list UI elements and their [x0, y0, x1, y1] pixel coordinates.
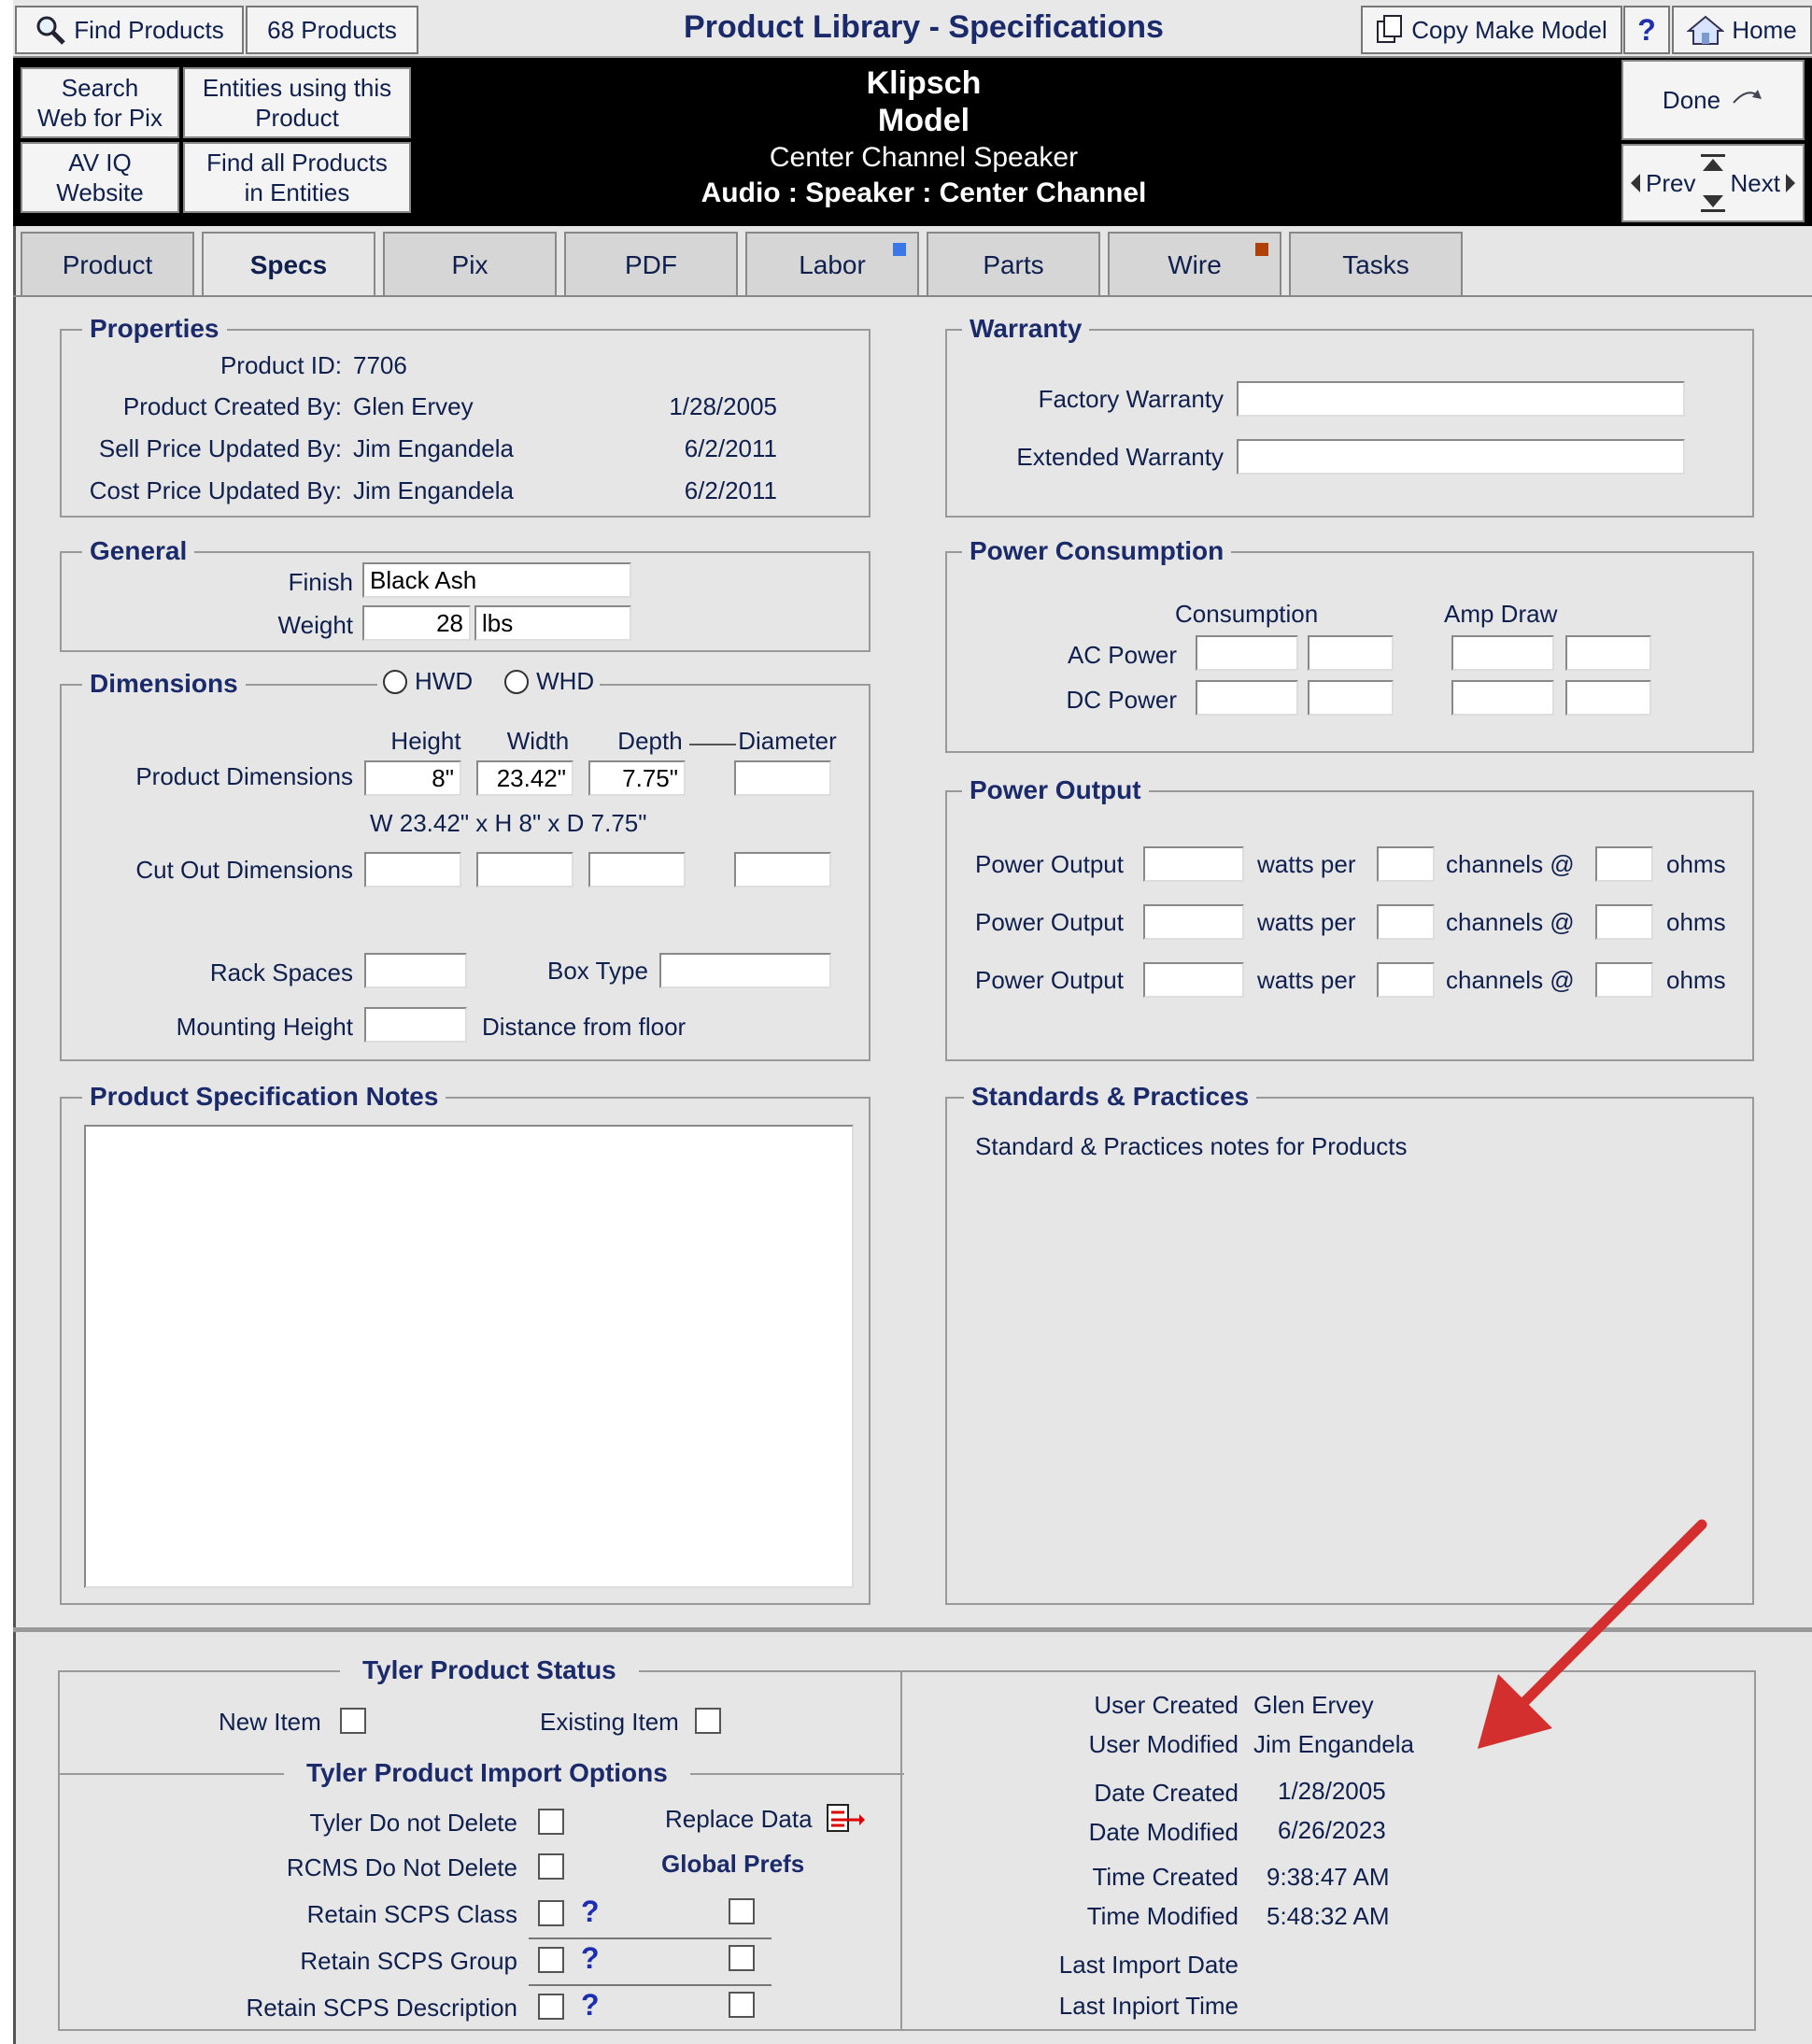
category-path: Audio : Speaker : Center Channel	[701, 177, 1147, 208]
output-watts-input-1[interactable]	[1143, 846, 1244, 882]
date-created-label: Date Created	[1094, 1779, 1239, 1807]
entities-using-product-button[interactable]	[183, 67, 411, 138]
user-created-label: User Created	[1094, 1691, 1239, 1719]
cutout-depth-input[interactable]	[588, 852, 686, 887]
hwd-label: HWD	[415, 667, 474, 695]
user-created-value: Glen Ervey	[1253, 1691, 1374, 1719]
magnifier-icon	[35, 14, 66, 46]
search-web-line1: Search	[61, 74, 139, 102]
sell-updated-value: Jim Engandela	[353, 434, 514, 462]
right-triangle-icon	[1784, 172, 1797, 194]
channels-at-label-1: channels @	[1446, 850, 1575, 878]
cutout-width-input[interactable]	[476, 852, 573, 887]
tyler-status-legend: Tyler Product Status	[340, 1655, 639, 1685]
notes-textarea[interactable]	[84, 1125, 854, 1588]
box-type-input[interactable]	[659, 953, 831, 988]
date-created-value: 1/28/2005	[1278, 1777, 1386, 1805]
product-category: Center Channel Speaker	[769, 142, 1079, 173]
findall-line1: Find all Products	[206, 149, 388, 177]
new-item-label: New Item	[219, 1708, 321, 1736]
mounting-height-label: Mounting Height	[176, 1013, 353, 1041]
product-id-value: 7706	[353, 351, 407, 379]
warranty-panel	[945, 314, 1754, 518]
tab-wire[interactable]	[1108, 232, 1281, 295]
retain-class-help[interactable]: ?	[581, 1895, 600, 1928]
ac-power-label: AC Power	[1067, 641, 1177, 669]
height-input[interactable]: 8"	[364, 760, 461, 796]
class-row-line	[529, 1938, 772, 1939]
ac-consumption-input[interactable]	[1196, 635, 1298, 671]
consumption-header: Consumption	[1175, 600, 1319, 628]
group-row-line	[529, 1984, 772, 1986]
prev-label: Prev	[1646, 169, 1696, 197]
help-button[interactable]: ?	[1623, 6, 1670, 54]
notes-panel	[60, 1082, 871, 1605]
product-count: 68 Products	[246, 6, 418, 54]
diameter-header: Diameter	[738, 727, 837, 755]
notes-legend: Product Specification Notes	[82, 1082, 446, 1112]
warranty-legend: Warranty	[962, 314, 1089, 344]
output-ohms-input-2[interactable]	[1595, 904, 1653, 940]
depth-diameter-dash	[689, 744, 736, 745]
tyler-do-not-delete-label: Tyler Do not Delete	[309, 1809, 517, 1837]
time-created-label: Time Created	[1092, 1863, 1239, 1891]
product-header	[13, 58, 1812, 226]
tyler-status-panel	[58, 1655, 902, 2031]
ac-consumption-unit-input[interactable]	[1308, 635, 1394, 671]
mounting-height-input[interactable]	[364, 1007, 467, 1043]
weight-unit-input[interactable]: lbs	[474, 605, 631, 641]
last-import-time-label: Last Inpiort Time	[1058, 1992, 1239, 2020]
extended-warranty-label: Extended Warranty	[1016, 443, 1224, 471]
rcms-do-not-delete-checkbox[interactable]	[538, 1853, 564, 1880]
dc-power-label: DC Power	[1066, 686, 1177, 714]
replace-data-label: Replace Data	[665, 1805, 813, 1833]
order-radio-group	[377, 667, 600, 696]
dc-amp-input[interactable]	[1451, 680, 1554, 716]
date-modified-value: 6/26/2023	[1278, 1816, 1386, 1844]
standards-notes[interactable]: Standard & Practices notes for Products	[975, 1132, 1408, 1160]
finish-label: Finish	[288, 568, 353, 596]
product-dimensions-label: Product Dimensions	[135, 762, 353, 790]
created-by-value: Glen Ervey	[353, 392, 474, 420]
weight-input[interactable]: 28	[362, 605, 471, 641]
copy-make-model-button[interactable]	[1361, 6, 1622, 54]
output-watts-input-3[interactable]	[1143, 962, 1244, 998]
copy-make-model-label: Copy Make Model	[1411, 15, 1607, 44]
finish-input[interactable]: Black Ash	[362, 562, 631, 598]
extended-warranty-input[interactable]	[1237, 439, 1685, 475]
cost-updated-label: Cost Price Updated By:	[89, 476, 342, 504]
cutout-diameter-input[interactable]	[734, 852, 831, 887]
existing-item-label: Existing Item	[540, 1708, 679, 1736]
factory-warranty-input[interactable]	[1237, 381, 1685, 417]
user-modified-value: Jim Engandela	[1253, 1730, 1414, 1758]
wire-flag-icon	[1255, 243, 1268, 256]
done-label: Done	[1662, 86, 1721, 114]
sell-updated-date: 6/2/2011	[684, 434, 777, 462]
existing-item-checkbox[interactable]	[695, 1708, 721, 1734]
standards-legend: Standards & Practices	[964, 1082, 1256, 1112]
retain-description-help[interactable]: ?	[581, 1988, 600, 2022]
output-ohms-input-1[interactable]	[1595, 846, 1653, 882]
brand-name: Klipsch	[866, 65, 982, 101]
aviq-line1: AV IQ	[68, 149, 132, 177]
done-button[interactable]	[1621, 60, 1805, 140]
width-input[interactable]: 23.42"	[476, 760, 573, 796]
dc-consumption-unit-input[interactable]	[1308, 680, 1394, 716]
retain-group-help[interactable]: ?	[581, 1941, 600, 1975]
created-date: 1/28/2005	[669, 392, 777, 420]
factory-warranty-label: Factory Warranty	[1038, 385, 1224, 413]
general-panel	[60, 536, 871, 652]
last-import-date-label: Last Import Date	[1058, 1951, 1239, 1979]
prev-next-nav	[1621, 144, 1805, 222]
properties-panel	[60, 314, 871, 518]
tab-wire-label: Wire	[1168, 250, 1222, 279]
rack-spaces-label: Rack Spaces	[209, 958, 353, 987]
dimension-summary: W 23.42" x H 8" x D 7.75"	[370, 809, 647, 837]
watts-per-label-2: watts per	[1257, 908, 1356, 936]
global-description-checkbox[interactable]	[729, 1992, 755, 2018]
retain-description-label: Retain SCPS Description	[246, 1994, 517, 2022]
next-button[interactable]	[1731, 168, 1797, 198]
findall-line2: in Entities	[244, 178, 350, 206]
tab-specs[interactable]: Specs	[202, 232, 375, 297]
retain-group-label: Retain SCPS Group	[300, 1947, 517, 1975]
tab-parts[interactable]: Parts	[927, 232, 1100, 295]
labor-flag-icon	[893, 243, 906, 256]
aviq-line2: Website	[56, 178, 144, 206]
global-prefs-label: Global Prefs	[661, 1850, 805, 1878]
ohms-label-1: ohms	[1666, 850, 1726, 878]
dc-amp-unit-input[interactable]	[1565, 680, 1651, 716]
created-by-label: Product Created By:	[122, 392, 342, 420]
output-channels-input-2[interactable]	[1377, 904, 1435, 940]
tab-pix[interactable]: Pix	[383, 232, 557, 295]
entities-line2: Product	[255, 104, 339, 132]
watts-per-label-3: watts per	[1257, 966, 1356, 994]
box-type-label: Box Type	[547, 957, 648, 985]
output-channels-input-1[interactable]	[1377, 846, 1435, 882]
depth-input[interactable]: 7.75"	[588, 760, 686, 796]
find-products-label: Find Products	[74, 15, 224, 44]
cutout-height-input[interactable]	[364, 852, 461, 887]
power-output-legend: Power Output	[962, 775, 1149, 805]
rack-spaces-input[interactable]	[364, 953, 467, 988]
power-consumption-panel	[945, 536, 1754, 753]
date-modified-label: Date Modified	[1088, 1818, 1239, 1846]
product-id-label: Product ID:	[219, 351, 342, 379]
rcms-do-not-delete-label: RCMS Do Not Delete	[286, 1853, 517, 1881]
output-label-1: Power Output	[975, 850, 1124, 878]
cutout-dimensions-label: Cut Out Dimensions	[135, 856, 353, 884]
search-web-line2: Web for Pix	[37, 104, 163, 132]
cost-updated-value: Jim Engandela	[353, 476, 514, 504]
tab-pdf[interactable]: PDF	[564, 232, 738, 295]
return-arrow-icon	[1730, 86, 1763, 114]
tab-product[interactable]: Product	[21, 232, 194, 295]
user-modified-label: User Modified	[1088, 1730, 1239, 1758]
copy-icon	[1376, 14, 1404, 46]
output-label-2: Power Output	[975, 908, 1124, 936]
amp-draw-header: Amp Draw	[1444, 600, 1558, 628]
power-output-panel	[945, 775, 1754, 1061]
ohms-label-3: ohms	[1666, 966, 1726, 994]
whd-label: WHD	[536, 667, 595, 695]
home-icon	[1687, 14, 1724, 46]
ohms-label-2: ohms	[1666, 908, 1726, 936]
prev-button[interactable]	[1629, 168, 1695, 198]
find-products-button[interactable]	[15, 6, 244, 54]
entities-line1: Entities using this	[202, 74, 392, 102]
new-item-checkbox[interactable]	[340, 1708, 366, 1734]
time-created-value: 9:38:47 AM	[1267, 1863, 1390, 1891]
distance-floor-label: Distance from floor	[482, 1013, 687, 1041]
global-class-checkbox[interactable]	[729, 1898, 755, 1924]
home-button[interactable]	[1672, 6, 1812, 54]
ac-amp-unit-input[interactable]	[1565, 635, 1651, 671]
import-options-legend: Tyler Product Import Options	[284, 1758, 690, 1788]
global-group-checkbox[interactable]	[729, 1945, 755, 1971]
top-toolbar	[13, 0, 1812, 58]
annotation-arrow-icon	[1457, 1513, 1719, 1766]
dimensions-panel	[60, 667, 871, 1061]
watts-per-label-1: watts per	[1257, 850, 1356, 878]
find-all-products-button[interactable]	[183, 142, 411, 213]
tab-tasks[interactable]: Tasks	[1289, 232, 1463, 295]
depth-header: Depth	[617, 727, 683, 755]
tab-labor[interactable]	[745, 232, 919, 295]
tab-underline	[13, 295, 1812, 297]
home-label: Home	[1732, 15, 1797, 44]
cost-updated-date: 6/2/2011	[684, 476, 777, 504]
model-name: Model	[877, 103, 970, 138]
dc-consumption-input[interactable]	[1196, 680, 1298, 716]
height-header: Height	[390, 727, 461, 755]
retain-class-checkbox[interactable]	[538, 1900, 564, 1926]
replace-data-icon[interactable]	[826, 1803, 867, 1835]
sell-updated-label: Sell Price Updated By:	[98, 434, 342, 462]
search-web-for-pix-button[interactable]	[21, 67, 179, 138]
time-modified-value: 5:48:32 AM	[1267, 1902, 1390, 1930]
tyler-do-not-delete-checkbox[interactable]	[538, 1809, 564, 1835]
output-watts-input-2[interactable]	[1143, 904, 1244, 940]
output-label-3: Power Output	[975, 966, 1124, 994]
av-iq-website-button[interactable]	[21, 142, 179, 213]
left-triangle-icon	[1629, 172, 1642, 194]
retain-description-checkbox[interactable]	[538, 1994, 564, 2020]
properties-legend: Properties	[82, 314, 227, 344]
first-last-icon[interactable]	[1699, 150, 1727, 216]
whd-radio[interactable]	[504, 670, 529, 694]
output-channels-input-3[interactable]	[1377, 962, 1435, 998]
next-label: Next	[1730, 169, 1780, 197]
channels-at-label-3: channels @	[1446, 966, 1575, 994]
page-title: Product Library - Specifications	[684, 9, 1164, 45]
weight-label: Weight	[277, 611, 353, 639]
dimensions-legend: Dimensions	[82, 669, 246, 699]
width-header: Width	[506, 727, 570, 755]
general-legend: General	[82, 536, 194, 566]
retain-group-checkbox[interactable]	[538, 1947, 564, 1973]
hwd-radio[interactable]	[383, 670, 407, 694]
channels-at-label-2: channels @	[1446, 908, 1575, 936]
time-modified-label: Time Modified	[1086, 1902, 1239, 1930]
tab-labor-label: Labor	[799, 250, 866, 279]
output-ohms-input-3[interactable]	[1595, 962, 1653, 998]
retain-class-label: Retain SCPS Class	[306, 1900, 517, 1928]
power-consumption-legend: Power Consumption	[962, 536, 1231, 566]
ac-amp-input[interactable]	[1451, 635, 1554, 671]
diameter-input[interactable]	[734, 760, 831, 796]
